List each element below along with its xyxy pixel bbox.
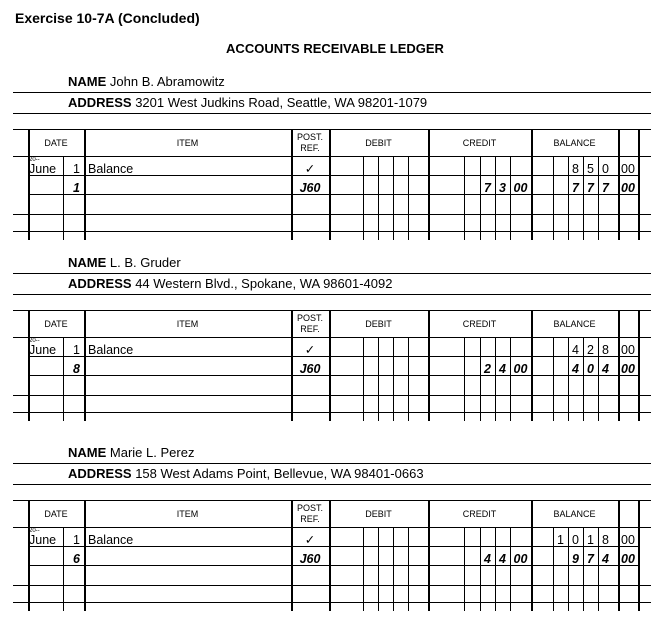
date-day: 8 — [73, 362, 80, 376]
balance-digit: 4 — [572, 343, 579, 357]
balance-digit: 8 — [572, 162, 579, 176]
credit-digit: 3 — [499, 181, 506, 195]
ledger-title: ACCOUNTS RECEIVABLE LEDGER — [226, 41, 444, 56]
customer-name: L. B. Gruder — [109, 255, 181, 270]
customer-address: 3201 West Judkins Road, Seattle, WA 98201-1079 — [135, 95, 428, 110]
grid-column-line — [408, 156, 409, 240]
grid-row-line — [13, 337, 651, 338]
customer-address-line — [68, 276, 392, 291]
customer-name-line — [68, 74, 225, 89]
address-label: ADDRESS — [68, 466, 132, 481]
post-ref-value: J60 — [299, 181, 321, 195]
grid-column-line — [495, 156, 496, 240]
grid-row-line — [28, 565, 638, 566]
date-day: 1 — [73, 162, 80, 176]
header-balance: BALANCE — [553, 509, 596, 519]
balance-digit: 7 — [572, 181, 579, 195]
grid-column-line — [408, 527, 409, 611]
date-month: June — [29, 533, 57, 547]
address-rule — [13, 484, 651, 485]
date-year: 20-- — [29, 157, 40, 163]
item-text: Balance — [88, 162, 134, 176]
header-post-ref: POST. — [296, 503, 323, 513]
post-ref-value: J60 — [299, 362, 321, 376]
date-year: 20-- — [29, 528, 40, 534]
ledger-grid — [13, 310, 651, 421]
name-label: NAME — [68, 445, 107, 460]
customer-address-line — [68, 95, 427, 110]
grid-column-line — [638, 130, 640, 240]
customer-name-line — [68, 445, 194, 460]
balance-digit: 4 — [572, 362, 579, 376]
grid-row-line — [13, 156, 651, 157]
grid-row-line — [13, 395, 651, 396]
balance-digit: 4 — [602, 552, 609, 566]
balance-digit: 0 — [602, 162, 609, 176]
account-block — [0, 74, 670, 244]
credit-digit: 4 — [484, 552, 491, 566]
header-post-ref: POST. — [296, 132, 323, 142]
grid-column-line — [408, 337, 409, 421]
account-block — [0, 445, 670, 615]
post-ref-value: J60 — [299, 552, 321, 566]
date-month: June — [29, 162, 57, 176]
credit-cents: 00 — [513, 362, 528, 376]
grid-column-line — [378, 527, 379, 611]
balance-digit: 1 — [557, 533, 564, 547]
name-rule — [13, 463, 651, 464]
grid-row-line — [13, 527, 651, 528]
header-post-ref: REF. — [300, 324, 320, 334]
customer-name: John B. Abramowitz — [109, 74, 225, 89]
grid-row-line — [13, 602, 651, 603]
address-label: ADDRESS — [68, 95, 132, 110]
grid-row-line — [13, 214, 651, 215]
customer-name-line — [68, 255, 181, 270]
grid-row-line — [13, 412, 651, 413]
credit-digit: 7 — [484, 181, 491, 195]
exercise-title: Exercise 10-7A (Concluded) — [15, 10, 200, 26]
grid-column-line — [638, 311, 640, 421]
grid-column-line — [378, 337, 379, 421]
customer-name: Marie L. Perez — [109, 445, 195, 460]
post-ref-value: ✓ — [304, 162, 316, 176]
balance-digit: 2 — [587, 343, 594, 357]
address-label: ADDRESS — [68, 276, 132, 291]
grid-column-line — [393, 156, 394, 240]
grid-row-line — [28, 375, 638, 376]
date-day: 6 — [73, 552, 80, 566]
header-balance: BALANCE — [553, 319, 596, 329]
credit-cents: 00 — [513, 552, 528, 566]
header-post-ref: POST. — [296, 313, 323, 323]
grid-column-line — [553, 337, 554, 421]
header-post-ref: REF. — [300, 514, 320, 524]
date-day: 1 — [73, 181, 80, 195]
balance-cents: 00 — [621, 362, 635, 376]
balance-digit: 1 — [587, 533, 594, 547]
grid-column-line — [510, 337, 511, 421]
grid-column-line — [393, 527, 394, 611]
balance-digit: 0 — [587, 362, 594, 376]
grid-row-line — [13, 231, 651, 232]
date-month: June — [29, 343, 57, 357]
post-ref-value: ✓ — [304, 533, 316, 547]
grid-column-line — [464, 527, 465, 611]
name-label: NAME — [68, 255, 107, 270]
balance-cents: 00 — [621, 552, 635, 566]
address-rule — [13, 113, 651, 114]
header-item: ITEM — [176, 319, 199, 329]
header-credit: CREDIT — [462, 319, 497, 329]
grid-column-line — [638, 501, 640, 611]
address-rule — [13, 294, 651, 295]
grid-column-line — [495, 337, 496, 421]
ledger-grid — [13, 129, 651, 240]
balance-digit: 7 — [602, 181, 609, 195]
grid-column-line — [480, 156, 481, 240]
header-balance: BALANCE — [553, 138, 596, 148]
date-year: 20-- — [29, 338, 40, 344]
grid-column-line — [480, 337, 481, 421]
balance-digit: 0 — [572, 533, 579, 547]
grid-column-line — [553, 156, 554, 240]
post-ref-value: ✓ — [304, 343, 316, 357]
header-item: ITEM — [176, 509, 199, 519]
header-post-ref: REF. — [300, 143, 320, 153]
grid-column-line — [378, 156, 379, 240]
item-text: Balance — [88, 343, 134, 357]
customer-address: 158 West Adams Point, Bellevue, WA 98401-0663 — [135, 466, 424, 481]
grid-column-line — [510, 156, 511, 240]
grid-column-line — [363, 156, 364, 240]
date-day: 1 — [73, 343, 80, 357]
header-debit: DEBIT — [365, 138, 392, 148]
customer-address-line — [68, 466, 424, 481]
header-credit: CREDIT — [462, 509, 497, 519]
grid-column-line — [363, 337, 364, 421]
balance-cents: 00 — [621, 533, 635, 547]
header-debit: DEBIT — [365, 509, 392, 519]
balance-cents: 00 — [621, 181, 635, 195]
account-block — [0, 255, 670, 425]
item-text: Balance — [88, 533, 134, 547]
grid-column-line — [480, 527, 481, 611]
date-day: 1 — [73, 533, 80, 547]
grid-column-line — [393, 337, 394, 421]
balance-digit: 4 — [602, 362, 609, 376]
ledger-grid — [13, 500, 651, 611]
grid-column-line — [464, 337, 465, 421]
header-item: ITEM — [176, 138, 199, 148]
credit-digit: 2 — [484, 362, 491, 376]
balance-digit: 7 — [587, 552, 594, 566]
balance-digit: 7 — [587, 181, 594, 195]
header-date: DATE — [44, 319, 68, 329]
balance-digit: 8 — [602, 533, 609, 547]
credit-digit: 4 — [499, 552, 506, 566]
name-rule — [13, 92, 651, 93]
header-date: DATE — [44, 138, 68, 148]
name-label: NAME — [68, 74, 107, 89]
grid-column-line — [495, 527, 496, 611]
grid-column-line — [464, 156, 465, 240]
grid-row-line — [28, 194, 638, 195]
balance-digit: 5 — [587, 162, 594, 176]
header-debit: DEBIT — [365, 319, 392, 329]
credit-cents: 00 — [513, 181, 528, 195]
balance-digit: 8 — [602, 343, 609, 357]
customer-address: 44 Western Blvd., Spokane, WA 98601-4092 — [135, 276, 393, 291]
header-credit: CREDIT — [462, 138, 497, 148]
balance-cents: 00 — [621, 162, 635, 176]
balance-cents: 00 — [621, 343, 635, 357]
name-rule — [13, 273, 651, 274]
header-date: DATE — [44, 509, 68, 519]
grid-column-line — [510, 527, 511, 611]
grid-row-line — [13, 585, 651, 586]
credit-digit: 4 — [499, 362, 506, 376]
balance-digit: 9 — [572, 552, 579, 566]
grid-column-line — [363, 527, 364, 611]
